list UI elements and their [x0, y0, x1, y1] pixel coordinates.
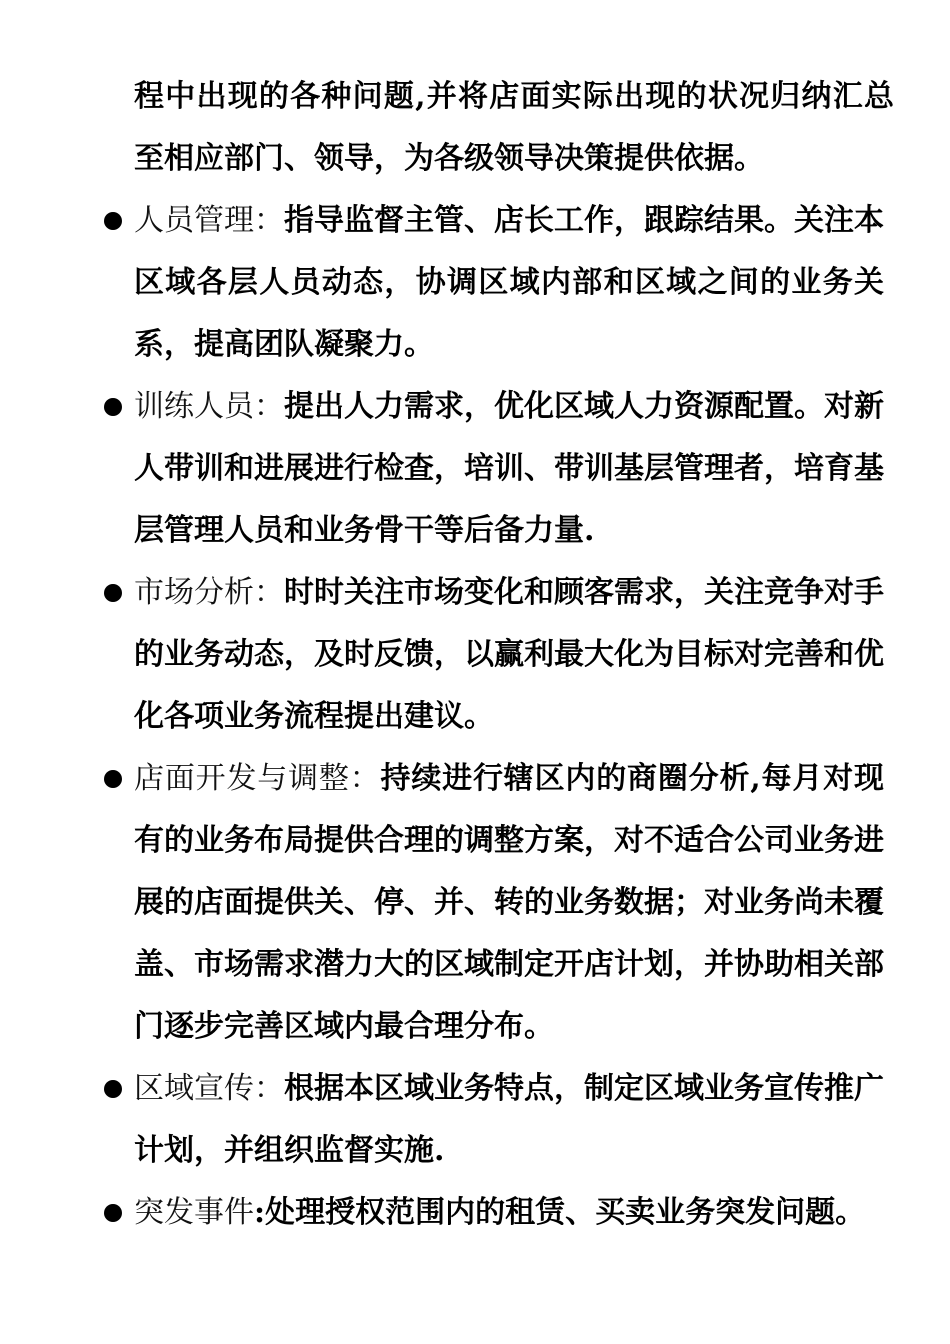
bullet-icon [104, 1204, 122, 1222]
item-body: 根据本区域业务特点，制定区域业务宣传推广计划，并组织监督实施. [134, 1071, 884, 1168]
item-title: 市场分析： [134, 575, 284, 610]
list-item [0, 190, 950, 376]
list-item [0, 1058, 950, 1182]
list-item [0, 748, 950, 1058]
list-item-text [134, 562, 884, 748]
intro-paragraph: 程中出现的各种问题,并将店面实际出现的状况归纳汇总至相应部门、领导，为各级领导决策提供依据。 [134, 79, 894, 176]
bullet-icon [104, 398, 122, 416]
list-item-text [134, 190, 884, 376]
item-title: 突发事件 [134, 1195, 254, 1230]
item-title: 店面开发与调整： [134, 761, 381, 796]
bullet-icon [104, 770, 122, 788]
item-body: 提出人力需求，优化区域人力资源配置。对新人带训和进展进行检查，培训、带训基层管理者，培育基层管理人员和业务骨干等后备力量. [134, 389, 884, 548]
bullet-icon [104, 584, 122, 602]
list-item [0, 562, 950, 748]
bullet-icon [104, 1080, 122, 1098]
item-body: 指导监督主管、店长工作，跟踪结果。关注本区域各层人员动态，协调区域内部和区域之间的业务关系，提高团队凝聚力。 [134, 203, 884, 362]
list-item-text [134, 1058, 884, 1182]
responsibility-list [0, 190, 950, 1244]
list-item-text [134, 1182, 884, 1244]
list-item-text [134, 376, 884, 562]
list-item [0, 1182, 950, 1244]
item-title: 人员管理： [134, 203, 284, 238]
bullet-icon [104, 212, 122, 230]
list-item-text [134, 748, 884, 1058]
item-body: 持续进行辖区内的商圈分析,每月对现有的业务布局提供合理的调整方案，对不适合公司业务进展的店面提供关、停、并、转的业务数据；对业务尚未覆盖、市场需求潜力大的区域制定开店计划，并协助相关部门逐步完善区域内最合理分布。 [134, 761, 884, 1044]
item-body: :处理授权范围内的租赁、买卖业务突发问题。 [254, 1195, 866, 1230]
item-body: 时时关注市场变化和顾客需求，关注竞争对手的业务动态，及时反馈，以赢利最大化为目标对完善和优化各项业务流程提出建议。 [134, 575, 884, 734]
list-item [0, 376, 950, 562]
item-title: 区域宣传： [134, 1071, 284, 1106]
item-title: 训练人员： [134, 389, 284, 424]
